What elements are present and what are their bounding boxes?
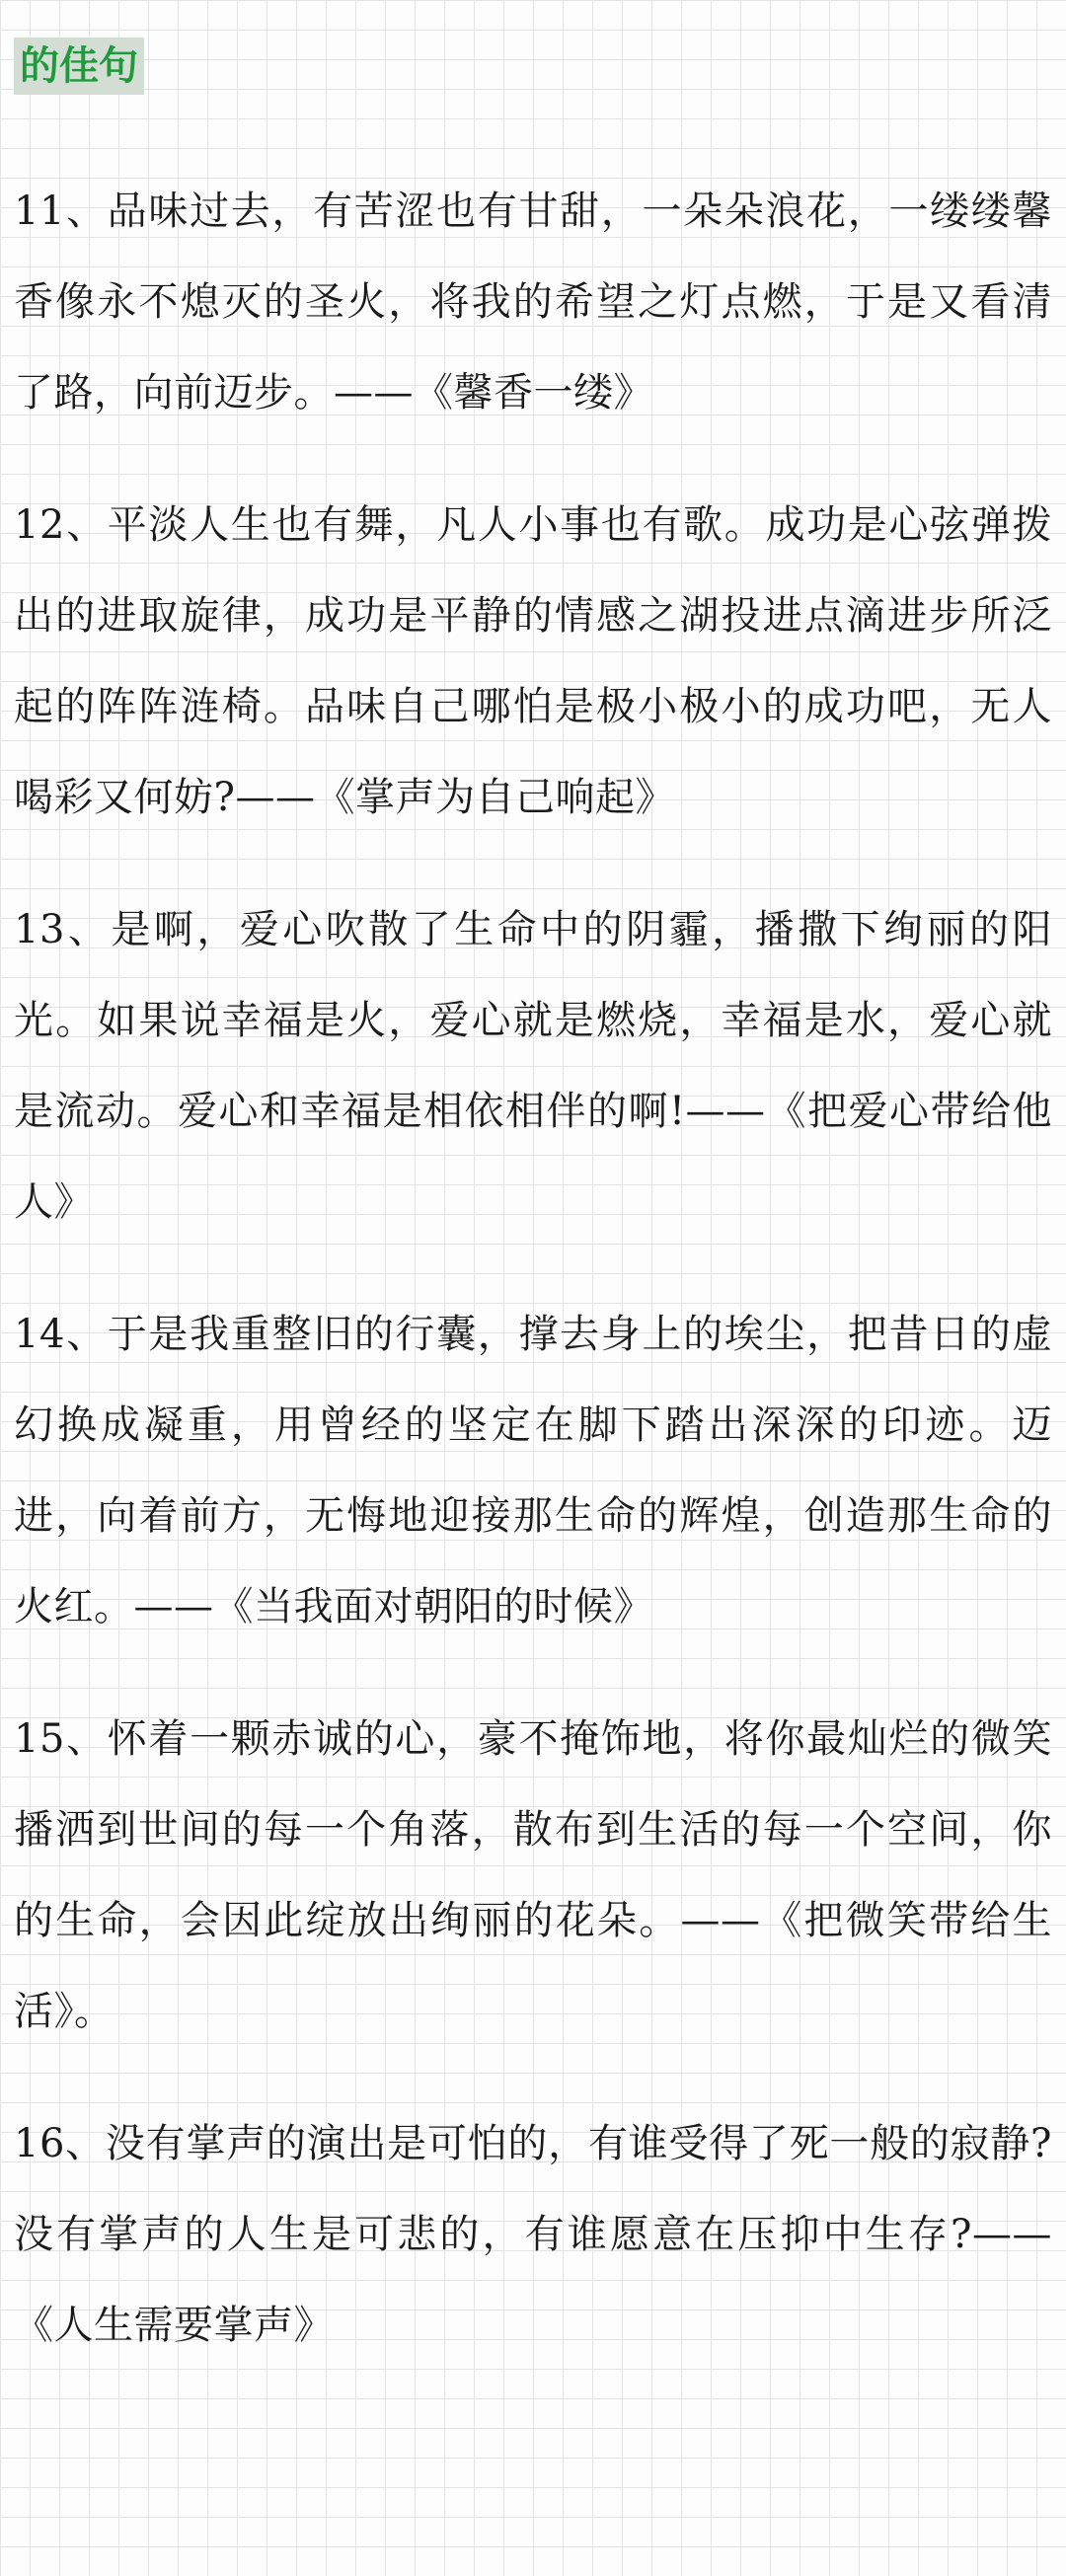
quote-15: 15、怀着一颗赤诚的心，豪不掩饰地，将你最灿烂的微笑播洒到世间的每一个角落，散布到生活的每一个空间，你的生命，会因此绽放出绚丽的花朵。——《把微笑带给生活》。: [14, 1716, 1052, 2034]
quote-12: 12、平淡人生也有舞，凡人小事也有歌。成功是心弦弹拨出的进取旋律，成功是平静的情感之湖投进点滴进步所泛起的阵阵涟椅。品味自己哪怕是极小极小的成功吧，无人喝彩又何妨?——《掌声为自己响起》: [14, 502, 1052, 820]
quote-14: 14、于是我重整旧的行囊，撑去身上的埃尘，把昔日的虚幻换成凝重，用曾经的坚定在脚下踏出深深的印迹。迈进，向着前方，无悔地迎接那生命的辉煌，创造那生命的火红。——《当我面对朝阳的时候》: [14, 1312, 1052, 1629]
quote-13: 13、是啊，爱心吹散了生命中的阴霾，播撒下绚丽的阳光。如果说幸福是火，爱心就是燃烧，幸福是水，爱心就是流动。爱心和幸福是相依相伴的啊!——《把爱心带给他人》: [14, 907, 1052, 1225]
quote-16: 16、没有掌声的演出是可怕的，有谁受得了死一般的寂静?没有掌声的人生是可悲的，有谁愿意在压抑中生存?——《人生需要掌声》: [14, 2121, 1052, 2348]
section-heading: 的佳句: [14, 38, 144, 95]
quote-11: 11、品味过去，有苦涩也有甘甜，一朵朵浪花，一缕缕馨香像永不熄灭的圣火，将我的希望之灯点燃，于是又看清了路，向前迈步。——《馨香一缕》: [14, 189, 1052, 416]
